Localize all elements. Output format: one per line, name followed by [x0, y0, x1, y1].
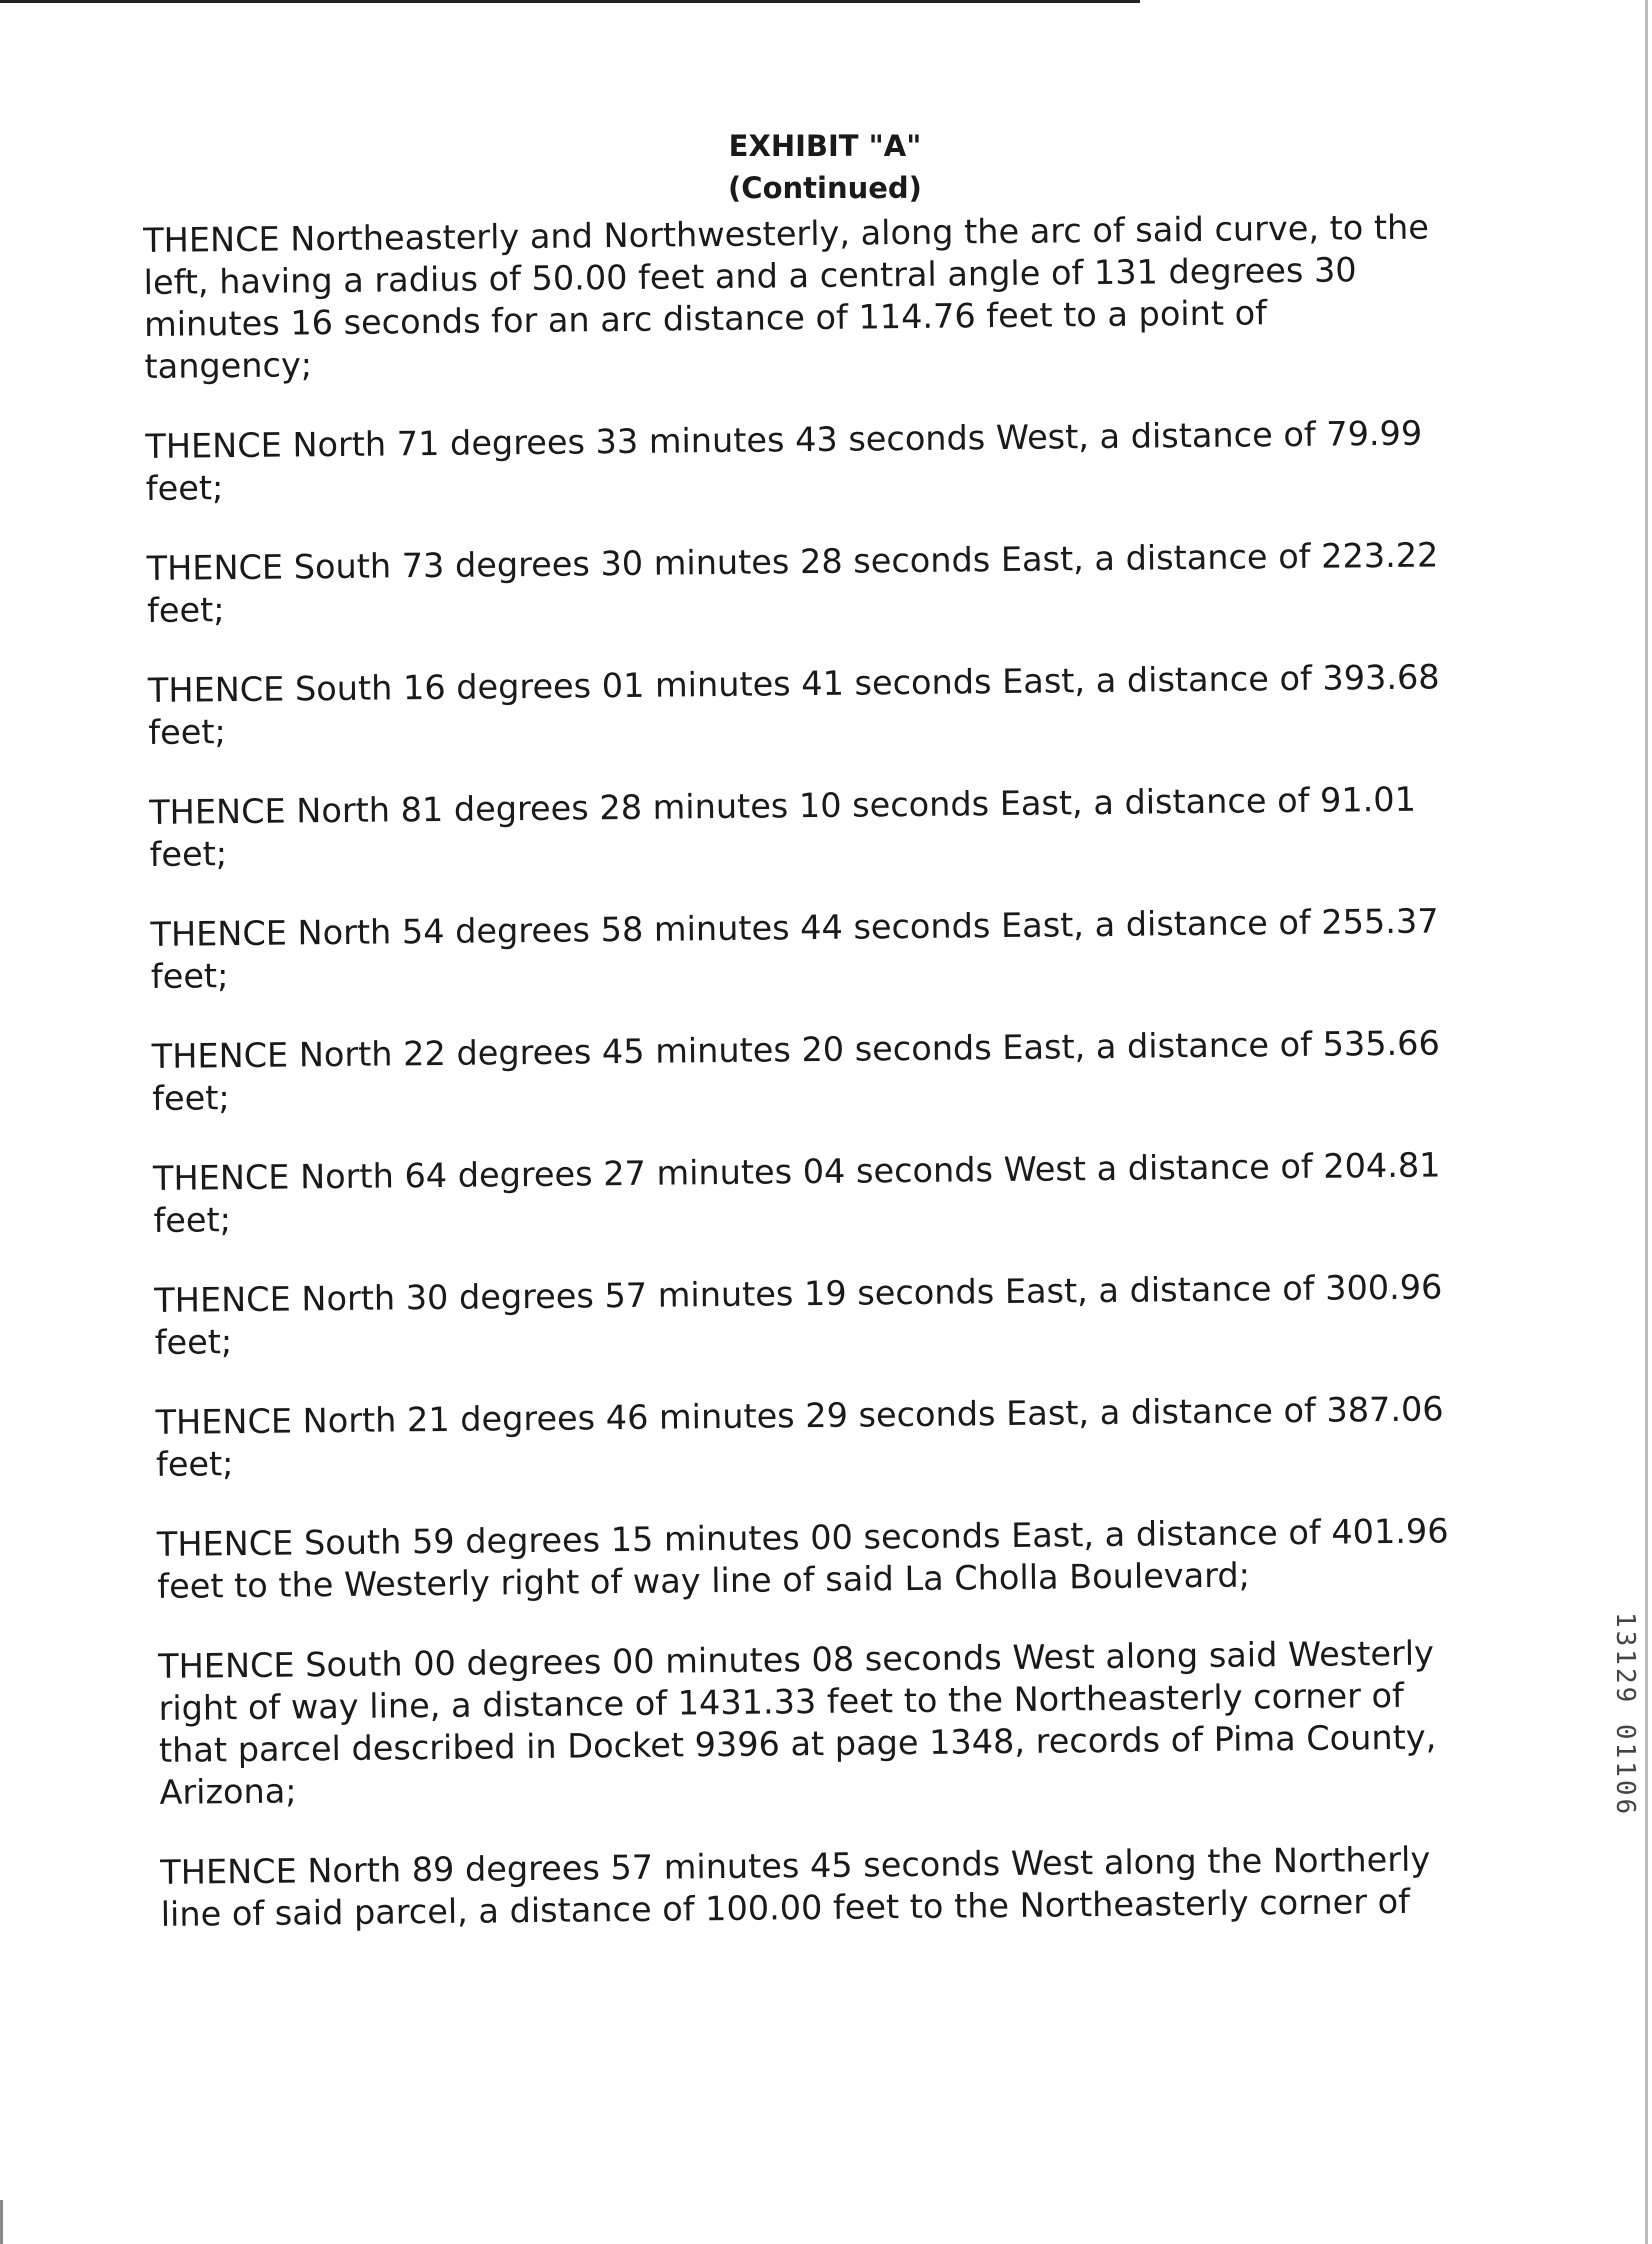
paragraph-line: feet; [146, 590, 225, 630]
paragraph-line: feet; [150, 956, 229, 996]
paragraph-line: feet; [154, 1322, 233, 1362]
paragraph-line: feet; [151, 1078, 230, 1118]
scan-edge-mark [0, 2200, 3, 2244]
legal-paragraph [143, 206, 1475, 388]
paragraph-line: left, having a radius of 50.00 feet and a central angle of 131 degrees 30 [143, 250, 1357, 302]
paragraph-line: feet; [148, 712, 227, 752]
top-border-line [0, 0, 1140, 3]
paragraph-line: THENCE North 89 degrees 57 minutes 45 seconds West along the Northerly [160, 1839, 1431, 1892]
paragraph-line: THENCE South 73 degrees 30 minutes 28 seconds East, a distance of 223.22 [146, 535, 1439, 588]
paragraph-line: feet to the Westerly right of way line of said La Cholla Boulevard; [157, 1555, 1251, 1606]
paragraph-line: tangency; [144, 345, 313, 386]
legal-paragraph [152, 1022, 1483, 1120]
paragraph-line: THENCE North 64 degrees 27 minutes 04 seconds West a distance of 204.81 [152, 1145, 1441, 1198]
legal-paragraph [145, 412, 1476, 510]
legal-paragraph [148, 656, 1479, 754]
paragraph-line: minutes 16 seconds for an arc distance of 114.76 feet to a point of [143, 293, 1268, 344]
exhibit-header [540, 125, 1110, 209]
docket-number-text: 13129 01106 [1610, 1612, 1640, 1818]
paragraph-line: THENCE North 21 degrees 46 minutes 29 seconds East, a distance of 387.06 [155, 1389, 1444, 1442]
paragraph-line: THENCE North 71 degrees 33 minutes 43 seconds West, a distance of 79.99 [145, 413, 1423, 466]
legal-paragraph [160, 1838, 1491, 1936]
legal-paragraph [153, 1144, 1484, 1242]
paragraph-line: THENCE North 54 degrees 58 minutes 44 seconds East, a distance of 255.37 [150, 901, 1439, 954]
paragraph-line: feet; [153, 1200, 232, 1240]
legal-paragraph [157, 1510, 1488, 1608]
paragraph-line: THENCE Northeasterly and Northwesterly, along the arc of said curve, to the [143, 207, 1430, 260]
docket-margin-number [1606, 1612, 1646, 1922]
exhibit-title: EXHIBIT "A" [728, 129, 922, 163]
paragraph-line: THENCE South 16 degrees 01 minutes 41 seconds East, a distance of 393.68 [147, 657, 1440, 710]
legal-paragraph [149, 778, 1480, 876]
paragraph-line: right of way line, a distance of 1431.33 feet to the Northeasterly corner of [158, 1675, 1405, 1728]
paragraph-line: THENCE North 30 degrees 57 minutes 19 seconds East, a distance of 300.96 [154, 1267, 1443, 1320]
paragraph-line: THENCE South 00 degrees 00 minutes 08 seconds West along said Westerly [157, 1633, 1435, 1686]
paragraph-line: that parcel described in Docket 9396 at page 1348, records of Pima County, [158, 1717, 1437, 1770]
legal-description-body [143, 206, 1491, 1974]
legal-paragraph [150, 900, 1481, 998]
legal-paragraph [154, 1266, 1485, 1364]
paragraph-line: THENCE South 59 degrees 15 minutes 00 seconds East, a distance of 401.96 [156, 1511, 1449, 1564]
legal-paragraph [155, 1388, 1486, 1486]
paragraph-line: THENCE North 81 degrees 28 minutes 10 seconds East, a distance of 91.01 [149, 779, 1417, 832]
legal-paragraph [146, 534, 1477, 632]
paragraph-line: feet; [149, 834, 228, 874]
legal-paragraph [158, 1632, 1490, 1814]
paragraph-line: feet; [155, 1444, 234, 1484]
paragraph-line: feet; [145, 468, 224, 508]
paragraph-line: line of said parcel, a distance of 100.00 feet to the Northeasterly corner of [160, 1881, 1411, 1934]
paragraph-line: THENCE North 22 degrees 45 minutes 20 seconds East, a distance of 535.66 [151, 1023, 1441, 1076]
paragraph-line: Arizona; [159, 1771, 297, 1812]
exhibit-subtitle: (Continued) [728, 171, 922, 205]
